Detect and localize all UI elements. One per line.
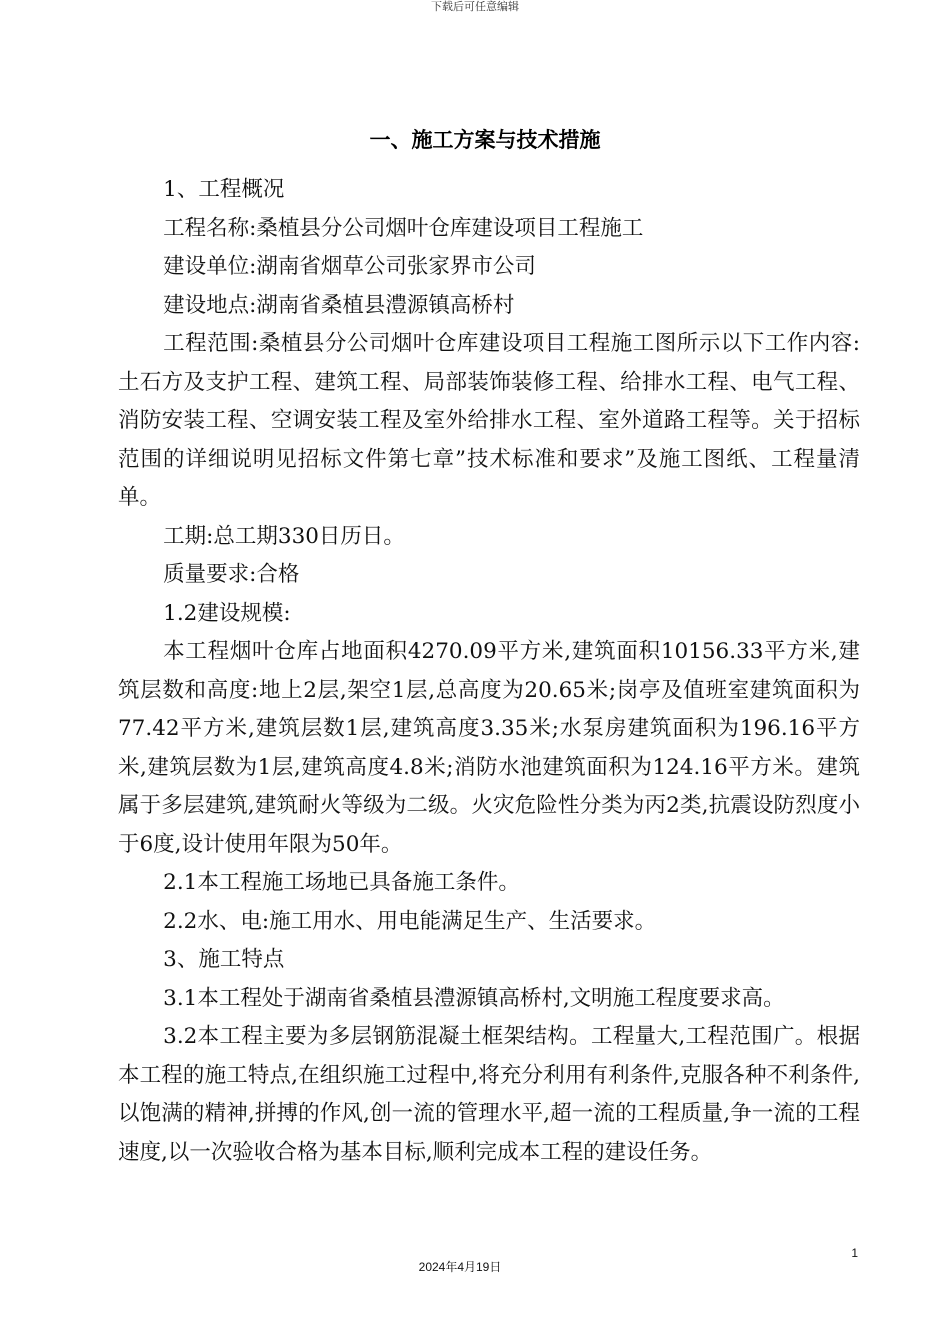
document-title: 一、施工方案与技术措施 <box>369 128 601 152</box>
section-heading-features: 3、施工特点 <box>163 947 285 972</box>
client-line: 建设单位:湖南省烟草公司张家界市公司 <box>163 254 536 279</box>
feature-2-paragraph: 3.2本工程主要为多层钢筋混凝土框架结构。工程量大,工程范围广。根据本工程的施工特点,在组织施工过程中,将充分利用有利条件,克服各种不利条件,以饱满的精神,拼搏的作风,创一流的管理水平,超一流的工程质量,争一流的工程速度,以一次验收合格为基本目标,顺利完成本工程的建设任务。 <box>118 1024 860 1165</box>
section-heading-overview: 1、工程概况 <box>163 177 285 202</box>
scale-paragraph: 本工程烟叶仓库占地面积4270.09平方米,建筑面积10156.33平方米,建筑层数和高度:地上2层,架空1层,总高度为20.65米;岗亭及值班室建筑面积为77.42平方米,建筑层数1层,建筑高度3.35米;水泵房建筑面积为196.16平方米,建筑层数为1层,建筑高度4.8米;消防水池建筑面积为124.16平方米。建筑属于多层建筑,建筑耐火等级为二级。火灾危险性分类为丙2类,抗震设防烈度小于6度,设计使用年限为50年。 <box>118 639 860 857</box>
section-heading-scale: 1.2建设规模: <box>163 600 291 626</box>
page-header: 下载后可任意编辑 <box>431 0 519 13</box>
scope-paragraph: 工程范围:桑植县分公司烟叶仓库建设项目工程施工图所示以下工作内容:土石方及支护工程、建筑工程、局部装饰装修工程、给排水工程、电气工程、消防安装工程、空调安装工程及室外给排水工程、室外道路工程等。关于招标范围的详细说明见招标文件第七章”技术标准和要求”及施工图纸、工程量清单。 <box>118 331 860 510</box>
page-number: 1 <box>851 1246 858 1260</box>
duration-line: 工期:总工期330日历日。 <box>163 523 405 549</box>
footer-date: 2024年4月19日 <box>418 1260 502 1274</box>
project-name-line: 工程名称:桑植县分公司烟叶仓库建设项目工程施工 <box>163 215 644 241</box>
site-condition-line: 2.1本工程施工场地已具备施工条件。 <box>163 870 520 895</box>
location-line: 建设地点:湖南省桑植县澧源镇高桥村 <box>163 292 515 318</box>
document-body <box>118 171 860 1172</box>
utilities-line: 2.2水、电:施工用水、用电能满足生产、生活要求。 <box>163 908 657 934</box>
feature-1-line: 3.1本工程处于湖南省桑植县澧源镇高桥村,文明施工程度要求高。 <box>163 985 785 1011</box>
quality-line: 质量要求:合格 <box>163 562 300 587</box>
